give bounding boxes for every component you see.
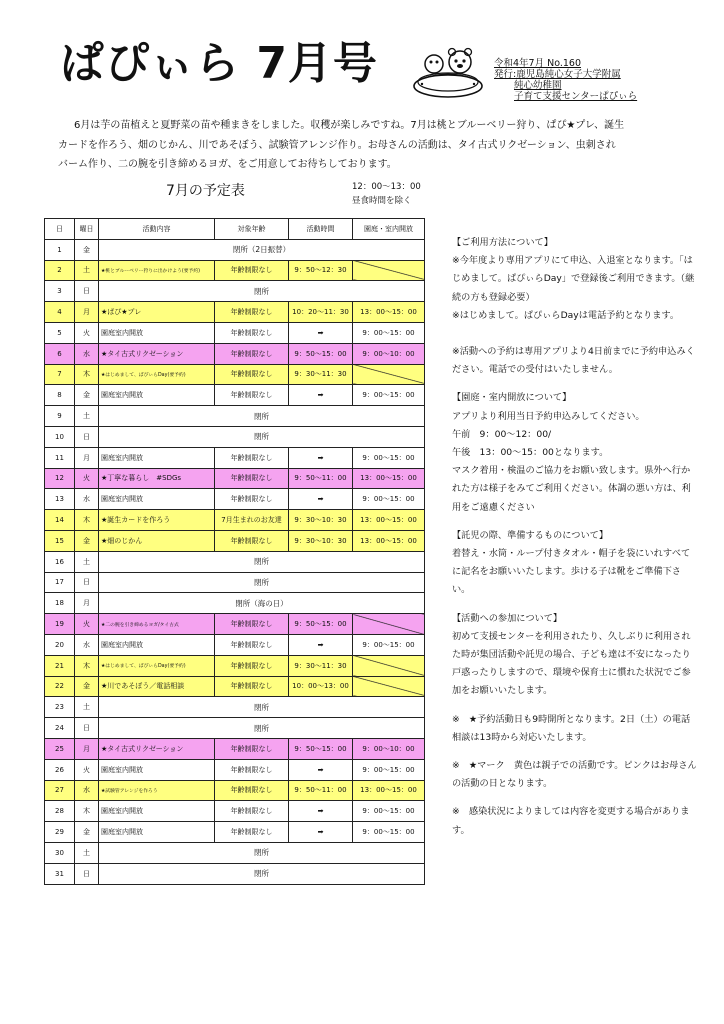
time-cell: ➡ [289, 822, 353, 843]
schedule-row [45, 822, 425, 843]
open-cell: 13：00～15：00 [353, 530, 425, 551]
closed-cell: 閉所 [99, 281, 425, 302]
dow-cell: 日 [75, 572, 99, 593]
open-heading: 【園庭・室内開放について】 [452, 392, 572, 404]
publisher-line: 発行:鹿児島純心女子大学附属 [494, 69, 621, 80]
schedule-row [45, 634, 425, 655]
items-note: 着替え・水筒・ループ付きタオル・帽子を袋にいれすべてに記名をお願いいたします。歩ける子は靴をご準備下さい。 [452, 548, 691, 596]
activity-cell: ★二の腕を引き締めるヨガ/タイ古式 [99, 614, 215, 635]
day-cell: 2 [45, 260, 75, 281]
day-cell: 31 [45, 863, 75, 884]
age-cell: 年齢制限なし [215, 655, 289, 676]
activity-cell: ★試験管アレンジを作ろう [99, 780, 215, 801]
publisher-center: 子育て支援センターぱぴぃら [514, 91, 638, 102]
age-cell: 年齢制限なし [215, 780, 289, 801]
dow-cell: 日 [75, 426, 99, 447]
activity-cell: 園庭室内開放 [99, 447, 215, 468]
day-cell: 7 [45, 364, 75, 385]
activity-cell: ★川であそぼう／電話相談 [99, 676, 215, 697]
activity-cell: ★誕生カードを作ろう [99, 510, 215, 531]
time-cell: 9：50～12：30 [289, 260, 353, 281]
schedule-row [45, 489, 425, 510]
open-cell: 9：00～10：00 [353, 738, 425, 759]
activity-cell: ★タイ古式リクゼーション [99, 738, 215, 759]
dow-cell: 金 [75, 530, 99, 551]
dow-cell: 日 [75, 863, 99, 884]
usage-note: ※はじめまして。ぱぴぃらDayは電話予約となります。 [452, 309, 680, 321]
closed-cell: 閉所 [99, 406, 425, 427]
day-cell: 3 [45, 281, 75, 302]
closed-cell: 閉所 [99, 572, 425, 593]
time-cell: ➡ [289, 385, 353, 406]
day-cell: 4 [45, 302, 75, 323]
mascot-illustration-icon [410, 44, 486, 100]
schedule-title: 7月の予定表 [166, 183, 245, 199]
open-cell: 13：00～15：00 [353, 302, 425, 323]
day-cell: 1 [45, 239, 75, 260]
intro-text [58, 116, 668, 175]
activity-cell: ★桃とブルーベリー狩りに出かけよう(要予約) [99, 260, 215, 281]
open-cell: 9：00～15：00 [353, 801, 425, 822]
open-am: 午前 9：00～12：00/ [452, 428, 552, 440]
open-cell: 9：00～15：00 [353, 822, 425, 843]
schedule-row [45, 530, 425, 551]
time-cell: 9：50～15：00 [289, 738, 353, 759]
time-cell: 9：30～10：30 [289, 510, 353, 531]
day-cell: 18 [45, 593, 75, 614]
age-cell: 年齢制限なし [215, 260, 289, 281]
activity-cell: 園庭室内開放 [99, 634, 215, 655]
closed-cell: 閉所 [99, 426, 425, 447]
issue-date-number: 令和4年7月 No.160 [494, 58, 582, 69]
day-cell: 20 [45, 634, 75, 655]
time-cell: ➡ [289, 759, 353, 780]
closed-cell: 閉所 [99, 863, 425, 884]
join-heading: 【活動への参加について】 [452, 612, 563, 624]
activity-cell: ★はじめまして、ぱぴぃらDay(要予約) [99, 655, 215, 676]
schedule-row [45, 801, 425, 822]
day-cell: 28 [45, 801, 75, 822]
time-cell: 10：00～13：00 [289, 676, 353, 697]
day-cell: 9 [45, 406, 75, 427]
dow-cell: 土 [75, 260, 99, 281]
day-cell: 10 [45, 426, 75, 447]
schedule-row [45, 697, 425, 718]
day-cell: 13 [45, 489, 75, 510]
time-cell: ➡ [289, 447, 353, 468]
age-cell: 年齢制限なし [215, 634, 289, 655]
schedule-row [45, 447, 425, 468]
age-cell: 年齢制限なし [215, 489, 289, 510]
open-cell: 13：00～15：00 [353, 510, 425, 531]
dow-cell: 日 [75, 718, 99, 739]
activity-cell: ★はじめまして、ぱぴぃらDay(要予約) [99, 364, 215, 385]
header-activity: 活動内容 [99, 219, 215, 240]
day-cell: 19 [45, 614, 75, 635]
lunch-time-note: 昼食時間を除く [352, 196, 412, 206]
footnote: ※ 感染状況によりましては内容を変更する場合があります。 [452, 806, 690, 836]
activity-cell: 園庭室内開放 [99, 801, 215, 822]
usage-note: ※今年度より専用アプリにて申込、入退室となります。「はじめまして。ぱぴぃらDay」で登録後ご利用できます。（継続の方も登録必要） [452, 255, 695, 303]
usage-note: ※活動への予約は専用アプリより4日前までに予約申込みください。電話での受付はいたしません。 [452, 346, 695, 376]
issue-info [494, 58, 637, 102]
lunch-time [352, 180, 421, 208]
schedule-row [45, 593, 425, 614]
schedule-row [45, 510, 425, 531]
open-cell: 9：00～10：00 [353, 343, 425, 364]
day-cell: 11 [45, 447, 75, 468]
dow-cell: 火 [75, 614, 99, 635]
footnote: ※ ★マーク 黄色は親子での活動です。ピンクはお母さんの活動の日となります。 [452, 760, 697, 790]
time-cell: 9：30～10：30 [289, 530, 353, 551]
dow-cell: 金 [75, 676, 99, 697]
schedule-row [45, 718, 425, 739]
open-cell [353, 364, 425, 385]
activity-cell: ★畑のじかん [99, 530, 215, 551]
activity-cell: 園庭室内開放 [99, 385, 215, 406]
age-cell: 年齢制限なし [215, 364, 289, 385]
newsletter-title: ぱぴぃら 7月号 [60, 38, 378, 89]
time-cell: 9：30～11：30 [289, 364, 353, 385]
activity-cell: ★タイ古式リクゼーション [99, 343, 215, 364]
open-cell: 9：00～15：00 [353, 385, 425, 406]
dow-cell: 金 [75, 822, 99, 843]
open-note: アプリより利用当日予約申込みしてください。 [452, 410, 645, 422]
schedule-row [45, 281, 425, 302]
schedule-row [45, 343, 425, 364]
header-time: 活動時間 [289, 219, 353, 240]
dow-cell: 金 [75, 239, 99, 260]
open-note: マスク着用・検温のご協力をお願い致します。県外へ行かれた方は様子をみてご利用ください。体調の悪い方は、利用をご遠慮ください [452, 465, 691, 513]
day-cell: 24 [45, 718, 75, 739]
dow-cell: 水 [75, 780, 99, 801]
intro-line: カードを作ろう、畑のじかん、川であそぼう、試験管アレンジ作り。お母さんの活動は、タイ古式リクゼーション、虫刺され [58, 139, 616, 151]
schedule-row [45, 260, 425, 281]
time-cell: ➡ [289, 801, 353, 822]
dow-cell: 金 [75, 385, 99, 406]
publisher-kindergarten: 純心幼稚園 [514, 80, 562, 91]
dow-cell: 月 [75, 738, 99, 759]
intro-line: 6月は芋の苗植えと夏野菜の苗や種まきをしました。収穫が楽しみですね。7月は桃とブルーベリー狩り、ぱぴ★プレ、誕生 [74, 120, 625, 131]
day-cell: 29 [45, 822, 75, 843]
age-cell: 年齢制限なし [215, 302, 289, 323]
dow-cell: 土 [75, 551, 99, 572]
age-cell: 年齢制限なし [215, 801, 289, 822]
age-cell: 年齢制限なし [215, 447, 289, 468]
time-cell: 9：50～11：00 [289, 468, 353, 489]
age-cell: 年齢制限なし [215, 822, 289, 843]
footnote: ※ ★予約活動日も9時開所となります。2日（土）の電話相談は13時から対応いたします。 [452, 713, 691, 743]
time-cell: 9：50～15：00 [289, 343, 353, 364]
join-note: 初めて支援センターを利用されたり、久しぶりに利用された時が集団活動や託児の場合、子ども達は不安になったり戸惑ったりしますので、環境や保育士に慣れた状況でご参加をお願いいたします。 [452, 630, 691, 697]
schedule-row [45, 572, 425, 593]
dow-cell: 月 [75, 302, 99, 323]
age-cell: 年齢制限なし [215, 614, 289, 635]
day-cell: 14 [45, 510, 75, 531]
dow-cell: 水 [75, 489, 99, 510]
schedule-row [45, 551, 425, 572]
dow-cell: 水 [75, 634, 99, 655]
open-cell [353, 676, 425, 697]
activity-cell: 園庭室内開放 [99, 822, 215, 843]
time-cell: 10：20～11：30 [289, 302, 353, 323]
closed-cell: 閉所（2日振替） [99, 239, 425, 260]
closed-cell: 閉所 [99, 842, 425, 863]
age-cell: 7月生まれのお友達 [215, 510, 289, 531]
open-cell [353, 655, 425, 676]
day-cell: 27 [45, 780, 75, 801]
day-cell: 6 [45, 343, 75, 364]
open-cell: 13：00～15：00 [353, 780, 425, 801]
day-cell: 30 [45, 842, 75, 863]
schedule-row [45, 842, 425, 863]
activity-cell: 園庭室内開放 [99, 759, 215, 780]
open-cell: 9：00～15：00 [353, 489, 425, 510]
schedule-table [44, 218, 425, 885]
dow-cell: 火 [75, 322, 99, 343]
schedule-row [45, 676, 425, 697]
open-pm: 午後 13：00～15：00となります。 [452, 447, 609, 459]
schedule-row [45, 759, 425, 780]
schedule-row [45, 468, 425, 489]
dow-cell: 木 [75, 655, 99, 676]
schedule-row [45, 426, 425, 447]
open-cell: 9：00～15：00 [353, 322, 425, 343]
schedule-row [45, 239, 425, 260]
open-cell [353, 260, 425, 281]
day-cell: 22 [45, 676, 75, 697]
dow-cell: 木 [75, 801, 99, 822]
age-cell: 年齢制限なし [215, 759, 289, 780]
open-cell: 9：00～15：00 [353, 634, 425, 655]
time-cell: 9：50～11：00 [289, 780, 353, 801]
dow-cell: 月 [75, 593, 99, 614]
header-age: 対象年齢 [215, 219, 289, 240]
usage-heading: 【ご利用方法について】 [452, 237, 553, 248]
age-cell: 年齢制限なし [215, 738, 289, 759]
day-cell: 16 [45, 551, 75, 572]
schedule-row [45, 302, 425, 323]
time-cell: 9：50～15：00 [289, 614, 353, 635]
header-open: 園庭・室内開放 [353, 219, 425, 240]
schedule-row [45, 863, 425, 884]
dow-cell: 火 [75, 759, 99, 780]
dow-cell: 土 [75, 842, 99, 863]
schedule-row [45, 780, 425, 801]
schedule-body [45, 239, 425, 884]
dow-cell: 水 [75, 343, 99, 364]
activity-cell: ★ぱぴ★プレ [99, 302, 215, 323]
schedule-row [45, 738, 425, 759]
dow-cell: 土 [75, 697, 99, 718]
closed-cell: 閉所（海の日） [99, 593, 425, 614]
day-cell: 15 [45, 530, 75, 551]
day-cell: 21 [45, 655, 75, 676]
open-cell: 9：00～15：00 [353, 759, 425, 780]
age-cell: 年齢制限なし [215, 676, 289, 697]
activity-cell: 園庭室内開放 [99, 322, 215, 343]
schedule-row [45, 655, 425, 676]
day-cell: 23 [45, 697, 75, 718]
activity-cell: 園庭室内開放 [99, 489, 215, 510]
dow-cell: 日 [75, 281, 99, 302]
time-cell: 9：30～11：30 [289, 655, 353, 676]
age-cell: 年齢制限なし [215, 530, 289, 551]
closed-cell: 閉所 [99, 697, 425, 718]
open-cell [353, 614, 425, 635]
items-heading: 【託児の際、準備するものについて】 [452, 529, 609, 541]
schedule-row [45, 614, 425, 635]
dow-cell: 木 [75, 510, 99, 531]
lunch-time-range: 12：00～13：00 [352, 182, 421, 192]
activity-cell: ★丁寧な暮らし #SDGs [99, 468, 215, 489]
intro-line: バーム作り、二の腕を引き締めるヨガ、をご用意してお待ちしております。 [58, 159, 397, 170]
time-cell: ➡ [289, 322, 353, 343]
schedule-row [45, 322, 425, 343]
open-cell: 9：00～15：00 [353, 447, 425, 468]
day-cell: 8 [45, 385, 75, 406]
age-cell: 年齢制限なし [215, 322, 289, 343]
age-cell: 年齢制限なし [215, 468, 289, 489]
age-cell: 年齢制限なし [215, 385, 289, 406]
dow-cell: 土 [75, 406, 99, 427]
closed-cell: 閉所 [99, 718, 425, 739]
info-panel [452, 234, 698, 840]
header-dow: 曜日 [75, 219, 99, 240]
open-cell: 13：00～15：00 [353, 468, 425, 489]
day-cell: 17 [45, 572, 75, 593]
dow-cell: 月 [75, 447, 99, 468]
age-cell: 年齢制限なし [215, 343, 289, 364]
day-cell: 5 [45, 322, 75, 343]
day-cell: 26 [45, 759, 75, 780]
schedule-header-row [45, 219, 425, 240]
day-cell: 25 [45, 738, 75, 759]
dow-cell: 木 [75, 364, 99, 385]
time-cell: ➡ [289, 634, 353, 655]
dow-cell: 火 [75, 468, 99, 489]
closed-cell: 閉所 [99, 551, 425, 572]
schedule-row [45, 364, 425, 385]
schedule-row [45, 406, 425, 427]
time-cell: ➡ [289, 489, 353, 510]
header-day: 日 [45, 219, 75, 240]
day-cell: 12 [45, 468, 75, 489]
schedule-row [45, 385, 425, 406]
